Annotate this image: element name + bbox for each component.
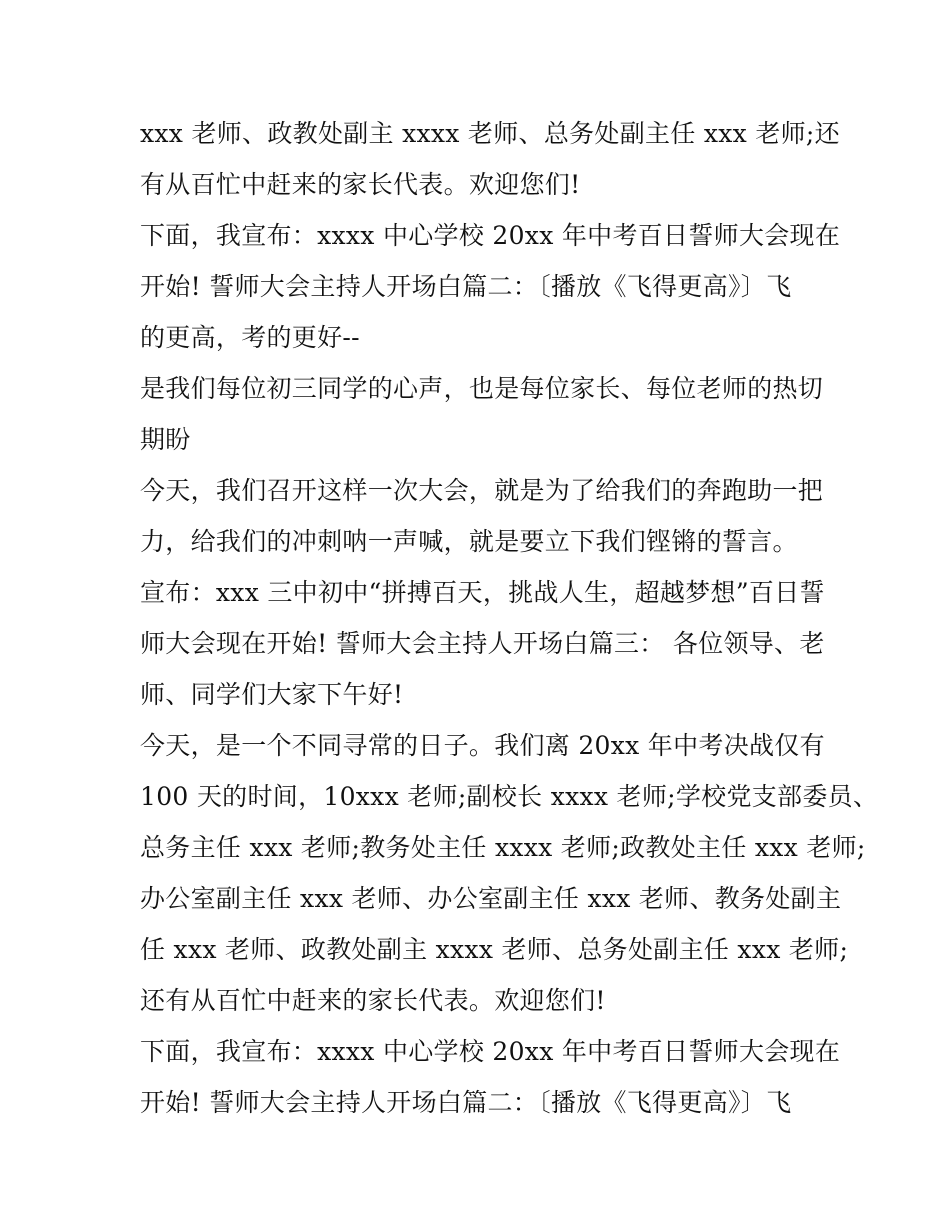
text-line: 100 天的时间，10xxx 老师;副校长 xxxx 老师;学校党支部委员、 bbox=[140, 782, 879, 811]
text-line: 总务主任 xxx 老师;教务处主任 xxxx 老师;政教处主任 xxx 老师; bbox=[140, 833, 866, 862]
text-line: 师、同学们大家下午好! bbox=[140, 680, 404, 709]
text-line: 宣布：xxx 三中初中“拼搏百天，挑战人生，超越梦想”百日誓 bbox=[140, 578, 825, 607]
text-line: 办公室副主任 xxx 老师、办公室副主任 xxx 老师、教务处副主 bbox=[140, 884, 842, 913]
text-line: 开始! 誓师大会主持人开场白篇二：〔播放《飞得更高》〕飞 bbox=[140, 272, 792, 301]
text-line: 今天，我们召开这样一次大会，就是为了给我们的奔跑助一把 bbox=[140, 476, 824, 505]
text-line: 力，给我们的冲刺呐一声喊，就是要立下我们铿锵的誓言。 bbox=[140, 527, 798, 556]
text-line: 今天，是一个不同寻常的日子。我们离 20xx 年中考决战仅有 bbox=[140, 731, 825, 760]
text-line: 开始! 誓师大会主持人开场白篇二：〔播放《飞得更高》〕飞 bbox=[140, 1088, 792, 1117]
text-line: 下面，我宣布：xxxx 中心学校 20xx 年中考百日誓师大会现在 bbox=[140, 221, 841, 250]
text-line: xxx 老师、政教处副主 xxxx 老师、总务处副主任 xxx 老师;还 bbox=[140, 119, 840, 148]
text-line: 期盼 bbox=[140, 425, 191, 454]
text-line: 还有从百忙中赶来的家长代表。欢迎您们! bbox=[140, 986, 606, 1015]
text-line: 是我们每位初三同学的心声，也是每位家长、每位老师的热切 bbox=[140, 374, 824, 403]
text-line: 的更高，考的更好-- bbox=[140, 323, 360, 352]
text-line: 任 xxx 老师、政教处副主 xxxx 老师、总务处副主任 xxx 老师; bbox=[140, 935, 849, 964]
text-line: 有从百忙中赶来的家长代表。欢迎您们! bbox=[140, 170, 581, 199]
text-line: 师大会现在开始! 誓师大会主持人开场白篇三： 各位领导、老 bbox=[140, 629, 825, 658]
text-line: 下面，我宣布：xxxx 中心学校 20xx 年中考百日誓师大会现在 bbox=[140, 1037, 841, 1066]
document-body bbox=[140, 108, 879, 1128]
